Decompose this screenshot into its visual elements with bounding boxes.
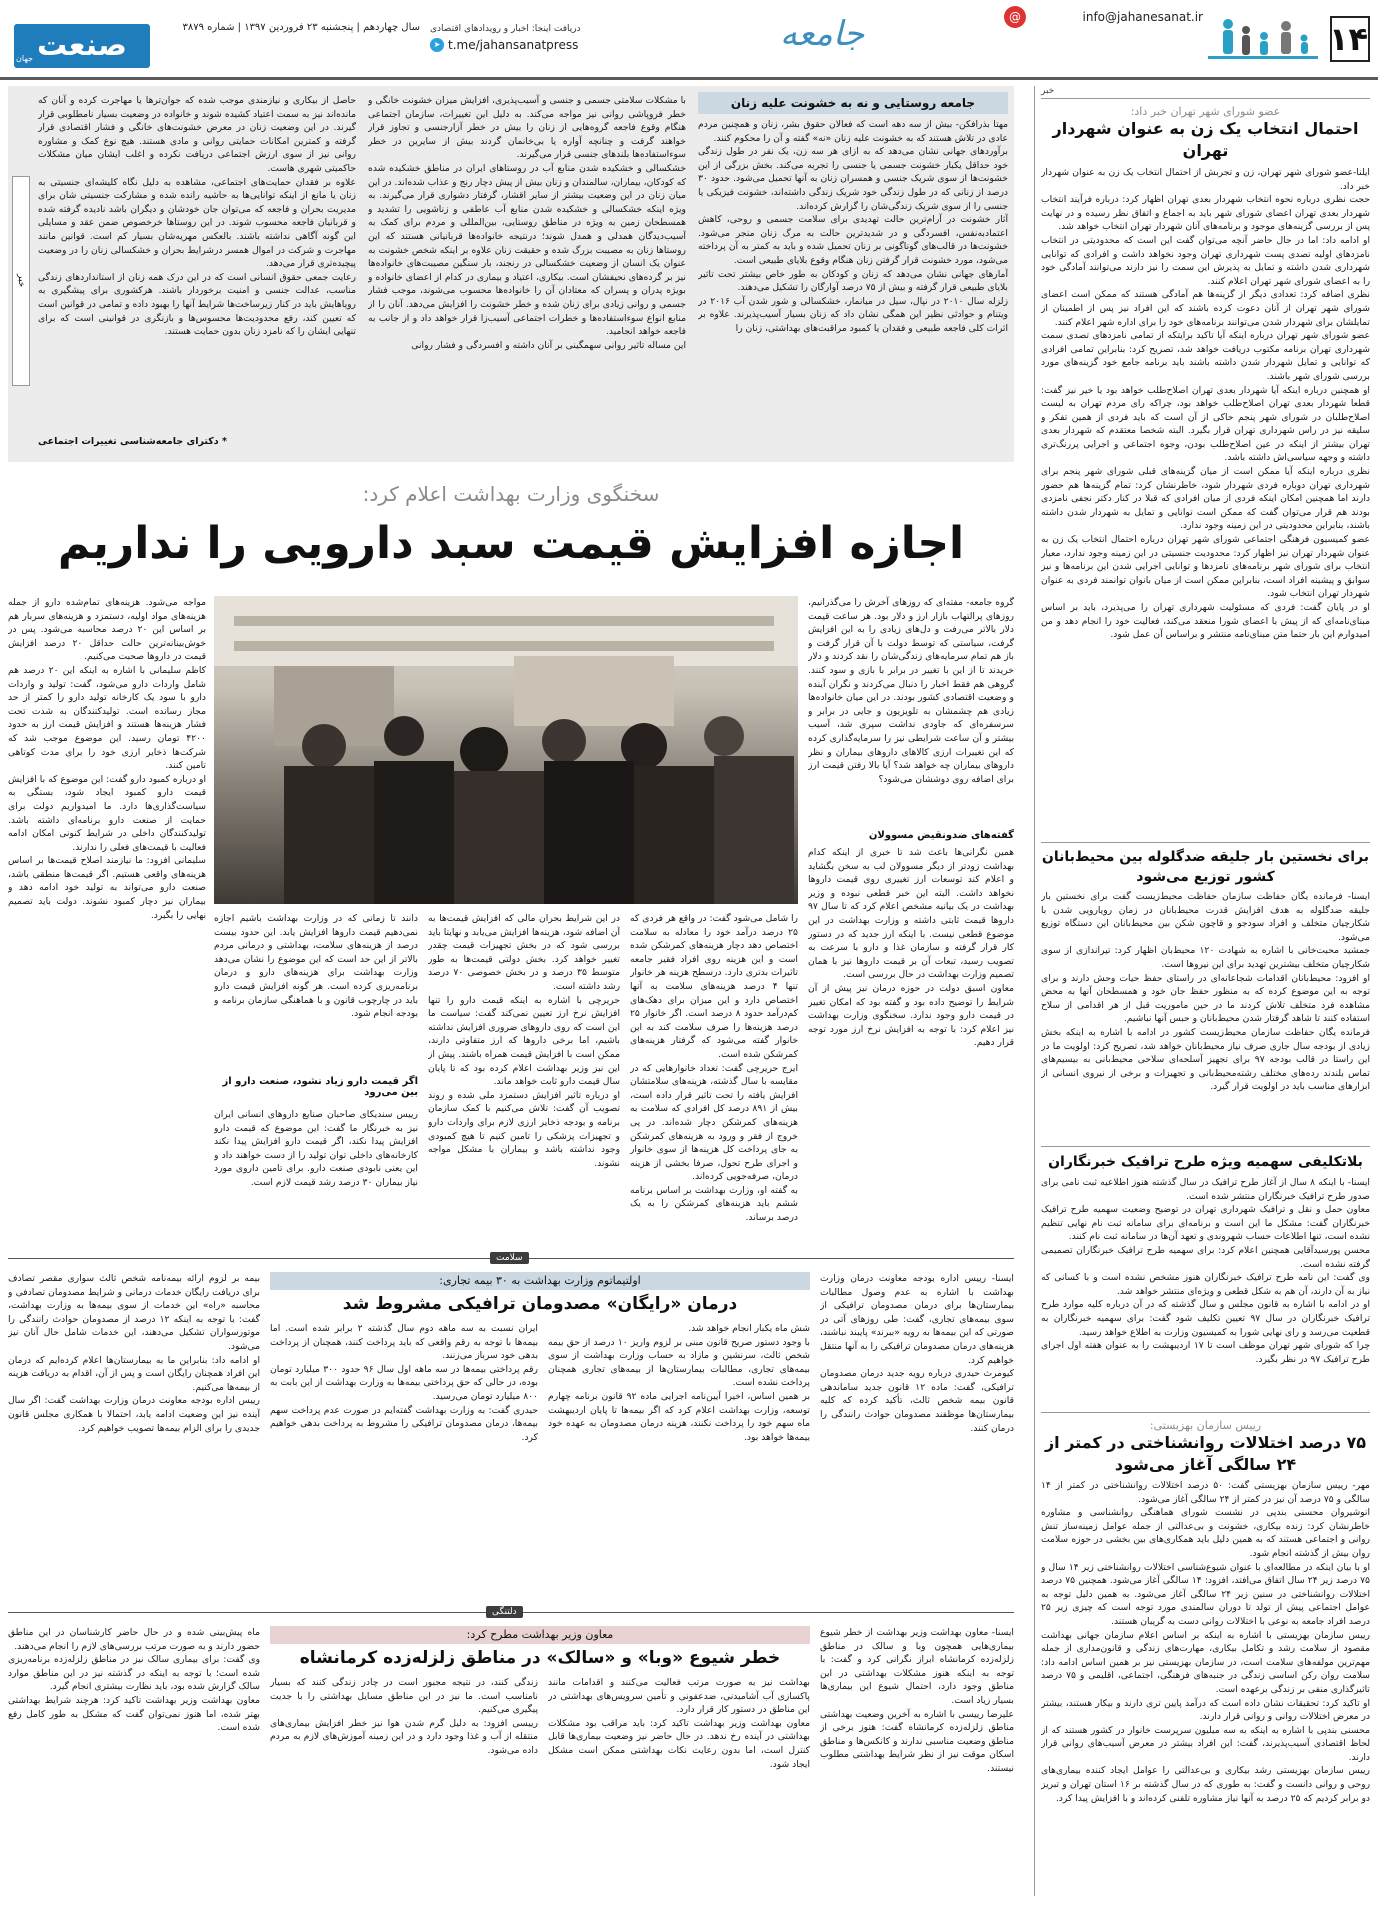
main-col-a: گروه جامعه- مفته‌ای که روزهای آخرش را می‌گذرانیم، روزهای پرالتهاب بازار ارز و دلار بود. هر ساعت قیمت دلار بالاتر می‌رفت و دل‌های زیادی را به این افزایش گرفت، سیاستی که توسط دولت با آن قرار گرفت و باز هم تمام سرمایه‌های زندگی‌شان را نقد کردند و دلار خریدند تا از این با تغییر در برابر با بازی و سود کنند. گروهی هم فقط اخبار را دنبال می‌کردند و نگران آینده و وضعیت اقتصادی کشور بودند. در این میان خانواده‌ها زیادی هم چشمشان به تلویزیون و جایی در برابر و سرسفره‌ای که جاودی نداشت سپری شد، آسیب بیشتر و آن ساعت شرایطی نیز را سرمایه‌گذاری کرده که این تغییرات ارزی کالاهای داروهای بیماران و نظر داروهای بیماران چه خواهد شد؟ آیا بالا رفتن قیمت ارز برای اضافه روی دوششان می‌شود؟ (808, 597, 1014, 785)
issue-info: سال چهاردهم | پنجشنبه ۲۳ فروردین ۱۳۹۷ | شماره ۳۸۷۹ (182, 22, 420, 33)
health-col3: ایران نسبت به سه ماهه دوم سال گذشته ۲ برابر شده است. اما بیمه‌ها با توجه به رقم واقعی که باید پرداخت کنند، همچنان از پرداخت بدهی خود سرباز می‌زنند. رقم پرداختی بیمه‌ها در سه ماهه اول سال ۹۶ حدود ۳۰۰ میلیارد تومان بوده، در حالی که حق پرداختی بیمه‌ها به وزارت بهداشت از این بابت به ۸۰۰ میلیارد تومان می‌رسید. حیدری گفت: به وزارت بهداشت گفته‌ایم در صورت عدم پرداخت سهم بیمه‌ها، درمان مصدومان ترافیکی را مشروط به پرداخت بدهی خواهیم کرد. (270, 1323, 538, 1443)
story1-body: ایلنا-عضو شورای شهر تهران، زن و تجربش از احتمال انتخاب یک زن به عنوان شهردار خبر داد. حجت نظری درباره نحوه انتخاب شهردار بعدی تهران اظهار کرد: درباره فرآیند انتخاب شهردار بعدی تهران اعضای شورای شهر باید به اجماع و اتفاق نظر رسیده و در نهایت پس از بررسی گزینه‌های موجود و برنامه‌های آنان شهردار تهران انتخاب خواهد شد. او ادامه داد: اما در حال حاضر آنچه می‌توان گفت این است که محدودیتی در انتخاب نامزدهای اولیه تصدی پست شهرداری تهران وجود نخواهد داشت و افرادی که توانایی شهرداری شدن داشته و تمایل به پذیرش این سمت را نیز دارند می‌توانند آمادگی خود را به اعضای شورای شهر تهران اعلام کنند. نظری اضافه کرد: تعدادی دیگر از گزینه‌ها هم آمادگی هستند که ممکن است اعضای شورای شهر تهران از آنان دعوت کرده باشند که این افراد نیز پس از اطمینان از تمایلشان برای شهردار شدن می‌توانند برنامه‌های خود را برای اداره شهر اعلام کنند. عضو شورای شهر تهران درباره اینکه آیا تاکید برایتکه از تمامی نامزدهای تصدی سمت شهرداری تهران برنامه مکتوب دریافت خواهد شد، تصریح کرد: بنابراین تمامی افرادی که توانایی و تمایل شهردار شدن داشته باشند باید برنامه جامع خود گزینه‌های مورد بررسی شورای شهر باشند. او همچنین درباره اینکه آیا شهردار بعدی تهران اصلاح‌طلب خواهد بود یا خیر نیز گفت: قطعا شهردار بعدی تهران اصلاح‌طلب خواهد بود، چراکه رای مردم تهران به لیست اصلاح‌طلبان در شورای شهر پنجم حاکی از آن است که باید فردی از همین تفکر و سلیقه نیز در راس شهرداری تهران قرار بگیرد. البته شخصا معتقدم که شهردار بعدی تهران بیشتر از اینکه در عین اصلاح‌طلب بودن، وجوه اجتماعی و اجرایی پررنگ‌تری داشته و وجهه سیاسی‌اش داشته باشد. نظری درباره اینکه آیا ممکن است از میان گزینه‌های قبلی شورای شهر پنجم برای شهرداری تهران دوباره فردی شهردار شود، خاطرنشان کرد: تمام گزینه‌ها هم حضور دارند اما همچنین امکان اینکه فردی از میان افرادی که قبلا در کنار دکتر نجفی نامزدی بودند هم قرار می‌توان گفت که ممکن است توانایی و تمایل به شهردار شدن داشته باشند، بنابراین محدودیتی در این زمینه وجود ندارد. عضو کمیسیون فرهنگی اجتماعی شورای شهر تهران درباره احتمال انتخاب یک زن به عنوان شهردار تهران نیز اظهار کرد: محدودیت جنسیتی در این زمینه وجود ندارد، معیار انتخاب برای شورای شهر برنامه‌های نامزدها و توانایی اجرایی شدن این برنامه‌ها و نیز سوابق و پیشینه افراد است، بنابراین ممکن است از میان بانوان توانمند فردی به عنوان شهردار تهران انتخاب شود. او در پایان گفت: فردی که مسئولیت شهرداری تهران را می‌پذیرد، باید بر اساس مبنای‌نامه‌ای که از پیش با اعضای شورا منعقد می‌کند، فعالیت خود را انجام دهد و من امیدوارم این بار حتما متن مبنای‌نامه منتشر و براساس آن عمل شود. (1041, 167, 1370, 641)
kermanshah-col4: ماه پیش‌بینی شده و در حال حاضر کارشناسان در این مناطق حضور دارند و به صورت مرتب بررسی‌های لازم را انجام می‌دهند. وی گفت: برای بیماری سالک نیز در مناطق زلزله‌زده برنامه‌ریزی شده است؛ با توجه به اینکه در گذشته نیز در این مناطق موارد سالک گزارش شده بود، باید نظارت بیشتری انجام گیرد. معاون بهداشت وزیر بهداشت تاکید کرد: هرچند شرایط بهداشتی بهتر شده، اما هنوز نمی‌توان گفت که مشکل به طور کامل رفع شده است. (8, 1627, 260, 1734)
story2-body: ایسنا- فرمانده یگان حفاظت سازمان حفاظت محیط‌زیست گفت برای نخستین بار جلیقه ضدگلوله به هدف افزایش قدرت محیط‌بانان در زمان رویارویی شدن با شکارچیان متخلف و افراد سودجو و قاچون شکن بین محیط‌بانان این دستگاه توزیع می‌شود. جمشید محبت‌خانی با اشاره به شهادت ۱۲۰ محیط‌بان اظهار کرد: تیراندازی از سوی شکارچیان متخلف بیشترین تهدید برای این نیروها است. او افزود: محیط‌بانان اقدامات شجاعانه‌ای در راستای حفظ حیات وحش دارند و برای توجه به این موضوع کرده که به منظور حفظ جان خود و همسطحان آنها به محض مشاهده فرد متخلف تلاش کردند ما در حین ماموریت قبل از هر اقدامی از سلاح استفاده کنند تا شاهد گرفتار شدن محیط‌بانان و حبس آنها نباشیم. فرمانده یگان حفاظت سازمان محیط‌زیست کشور در ادامه با اشاره به اینکه بخش زیادی از بودجه سال جاری صرف نیاز محیط‌بانان خواهد شد، تصریح کرد: اولویت ما در این راستا در قالب بودجه ۹۷ برای تجهیز آسلحه‌ای سلاحی محیط‌بانی به بیسیم‌های تماس بلندند رده‌های مختلف رشته‌محیط‌بانی و تجهیزات و برخی از نیروی انسانی از ابزارهای مناسب باید در اولویت قرار گیرد. (1041, 891, 1370, 1093)
page-number-box: ۱۴ (1330, 16, 1370, 62)
opinion-header: جامعه روستایی و نه به خشونت علیه زنان (698, 92, 1008, 114)
story3-title: بلاتکلیفی سهمیه ویژه طرح ترافیک خبرنگاران (1048, 1154, 1363, 1170)
kermanshah-kicker: معاون وزیر بهداشت مطرح کرد: (270, 1626, 810, 1644)
right-column-tag: خبر (1041, 86, 1370, 99)
main-col-d2: رییس سندیکای صاحبان صنایع داروهای انسانی ایران نیز به خبرنگار ما گفت: این موضوع که قیمت دارو افزایش پیدا نکند، اگر قیمت دارو افزایش پیدا نکند کارخانه‌های داخلی توان تولید را از دست خواهند داد و این یعنی نابودی صنعت دارو. برای تامین داروی مورد نیاز بیماران ۳۰ درصد رشد قیمت لازم است. (214, 1109, 418, 1188)
site-logo: صنعت جهان (14, 24, 150, 70)
health-kicker: اولتیماتوم وزارت بهداشت به ۳۰ بیمه تجاری: (270, 1272, 810, 1290)
kermanshah-tag: دلتنگی (486, 1606, 523, 1618)
opinion-side-tag: خبر (12, 176, 30, 386)
opinion-col1: مهتا بذرافکن- بیش از سه دهه است که فعالان حقوق بشر، زنان و همچنین مردم عادی در تلاش هستند که به خشونت علیه زنان «نه» گفته و آن را محکوم کنند. برآوردهای جهانی نشان می‌دهد که به ازای هر سه زن، یک نفر در طول زندگی خود حداقل یکبار خشونت جسمی یا جنسی را تجربه می‌کند. بخش بزرگی از این خشونت‌ها از سوی شریک جنسی و همسران زنان به آنها تحمیل می‌شود. حدود ۳۰ درصد از زنانی که در طول زندگی خود شریک زندگی داشته‌اند، خشونت فیزیکی یا جنسی را از سوی شریک زندگی‌شان را گزارش کرده‌اند. آثار خشونت در آرام‌ترین حالت تهدیدی برای سلامت جسمی و روحی، کاهش اعتمادبه‌نفس، افسردگی و در شدیدترین حالت به مرگ زنان منجر می‌شود. خشونت‌ها در قالب‌های گوناگونی بر زنان تحمیل شده و باید به کمتر به آن پرداخته می‌شود، مورد خشونت قرار گرفتن زنان هنگام وقوع بلایای طبیعی است. آمارهای جهانی نشان می‌دهد که زنان و کودکان به طور خاص بیشتر تحت تاثیر بلایای طبیعی قرار گرفته و بیش از ۷۵ درصد آوارگان را تشکیل می‌دهند. زلزله سال ۲۰۱۰ در نپال، سیل در میانمار، خشکسالی و شور شدن آب ۲۰۱۶ در ویتنام و حوادثی نظیر این همگی نشان داد که زنان بسیار آسیب‌پذیرند. علاوه بر اثرات کلی فاجعه طبیعی و فقدان یا کمبود مراقبت‌های بهداشتی، زنان را (698, 119, 1008, 334)
health-tag: سلامت (490, 1252, 529, 1264)
people-icon (1208, 14, 1318, 64)
health-col2: شش ماه یکبار انجام خواهد شد. با وجود دستور صریح قانون مبنی بر لزوم واریز ۱۰ درصد از حق بیمه شخص ثالث، سرنشین و مازاد به حساب وزارت بهداشت از سوی بیمه‌های تجاری، مطالبات بیمارستان‌ها از بیمه‌های تجاری همچنان پرداخت نشده است. بر همین اساس، اخیرا آیین‌نامه اجرایی ماده ۹۲ قانون برنامه چهارم توسعه، وزارت بهداشت اعلام کرد که اگر بیمه‌ها تا پایان اردیبهشت ماه سهم خود را پرداخت نکنند، هزینه درمان مصدومان به عهده خود بیمه‌ها خواهد بود. (548, 1323, 810, 1443)
story3-body: ایسنا- با اینکه ۸ سال از آغاز طرح ترافیک در سال گذشته هنوز اطلاعیه ثبت نامی برای صدور طرح ترافیک خبرنگاران منتشر شده است. معاون حمل و نقل و ترافیک شهرداری تهران در توضیح وضعیت سهمیه طرح ترافیک خبرنگاران گفت: مشکل ما این است و برنامه‌ای برای سامانه ثبت نام نهایی تنظیم نشده است، تنها اطلاعات حساب شهروندی و تعهد آن‌ها در سامانه ثبت نام کنند. محسن پورسیدآقایی همچنین اعلام کرد: برای سهمیه طرح ترافیک خبرنگاران تصمیمی گرفته نشده است. وی گفت: این نامه طرح ترافیک خبرنگاران هنوز مشخص نشده است و با کسانی که نیاز به آن دارند، آن هم به شکل قطعی و ویژه‌ای منتشر خواهد شد. او در ادامه با اشاره به قانون مجلس و سال گذشته که در آن درباره کلیه موارد طرح ترافیک خبرنگاران در سال ۹۷ تعیین تکلیف شود گفت: برای سهمیه خبرنگاران به قطعیت می‌رسد و رای نهایی شورا به کمیسیون وزارت به اطلاع خواهد رسید. چرا که شورای شهر تهران موظف است تا ۱۷ اردیبهشت را به عنوان هفته اول اجرای طرح ترافیک ۹۷ در نظر بگیرد. (1041, 1177, 1370, 1365)
pharmacy-photo (214, 596, 798, 904)
kermanshah-col1: ایسنا- معاون بهداشت وزیر بهداشت از خطر شیوع بیماری‌هایی همچون وبا و سالک در مناطق زلزله‌زده کرمانشاه ابراز نگرانی کرد و گفت: با توجه به اینکه هنوز مشکلات بهداشتی در این مناطق وجود دارد، احتمال شیوع این بیماری‌ها بسیار زیاد است. علیرضا رییسی با اشاره به آخرین وضعیت بهداشتی مناطق زلزله‌زده کرمانشاه گفت: هنوز برخی از مناطق وضعیت مناسبی ندارند و کانکس‌ها و مناطق اسکان موقت نیز از نظر شرایط بهداشتی مطلوب نیستند. (820, 1627, 1014, 1774)
main-col-c: در این شرایط بحران مالی که افزایش قیمت‌ها به آن اضافه شود، هزینه‌ها افزایش می‌یابد و نهایتا باید بررسی شود که در بخش تجهیزات قیمت چقدر تغییر خواهد کرد. بخش دولتی قیمت‌ها به طور متوسط ۳۵ درصد و در بخش خصوصی ۷۰ درصد رشد داشته است. حریرچی با اشاره به اینکه قیمت دارو را تنها افزایش نرخ ارز تعیین نمی‌کند گفت: سیاست ما این است که روی داروهای ضروری افزایش نداشته باشیم، اما برخی داروها که ارز متفاوتی دارند، ممکن است با افزایش قیمت همراه باشند. پیش از این نیز وزیر بهداشت اعلام کرده بود که تا پایان سال قیمت دارو ثابت خواهد ماند. او درباره تاثیر افزایش دستمزد ملی شده و روند تصویب آن گفت: تلاش می‌کنیم با کمک سازمان برنامه و بودجه ذخایر ارزی لازم برای واردات دارو و تجهیزات پزشکی را تامین کنیم تا هیچ کمبودی وجود نداشته باشد و بیماران با مشکل مواجه نشوند. (428, 913, 620, 1169)
main-subhead-a: گفته‌های ضدونقیض مسوولان (868, 830, 1014, 841)
opinion-col3: حاصل از بیکاری و نیازمندی موجب شده که جوان‌ترها یا مهاجرت کرده و آنان که مانده‌اند نیز به سمت اعتیاد کشیده شوند و خانواده در وضعیت بسیار نامطلوبی قرار گیرند. در این وضعیت زنان در معرض خشونت‌های خانگی و فشار اقتصادی قرار گرفته و کمترین امکانات حمایتی روانی و مادی هستند. هیچ نوع کمک و مشاوره روانی نیز از سوی ارزش اجتماعی دریافت نکرده و اغلب ایشان میان مشکلات حاکمیتی شهری هاست. علاوه بر فقدان حمایت‌های اجتماعی، مشاهده به دلیل نگاه کلیشه‌ای جنسیتی به زنان یا مانع از اینکه توانایی‌ها به حاشیه رانده شده و مشارکت جنسیتی شان برای مدیریت بحران و فاجعه که می‌توان جان خودشان و دیگران باشد نادیده گرفته شده و قربانیان فاجعه محسوب شوند. در این روستاها خرخصوص ضمن عقد و مسایلی این گونه آگاهی نداشته باشند. بالعکس مهریه‌شان بسیار کم است. قوانین مانند مهاجرت و شرکت در اموال همسر درشرایط بحران و خشکسالی زنان را در وضعیت پیچیده‌تری قرار می‌دهد. رعایت جمعی حقوق انسانی است که در این درک همه زنان از استانداردهای زندگی مناسب، عدالت جنسی و امنیت برخوردار باشند. هرکشوری برای پیشگیری به رویاهایش باید در کنار زیرساخت‌ها شرایط آنها را بهبود داده و تمامی در قوانین است که تعیین کند، رفع محدودیت‌ها محسوس‌ها و بازنگری در قوانینی است که برای تنهایی ایشان را که نامزد زنان بدون حمایت هستند. (38, 95, 356, 338)
email-icon: @ (1004, 6, 1026, 28)
kermanshah-col2: بهداشت نیز به صورت مرتب فعالیت می‌کنند و اقدامات مانند پاکسازی آب آشامیدنی، ضدعفونی و تأمین سرویس‌های بهداشتی در این مناطق در دستور کار قرار دارد. معاون بهداشت وزیر بهداشت تاکید کرد: باید مراقب بود مشکلات بهداشتی در آینده رخ ندهد. در حال حاضر نیز وضعیت بیماری‌ها قابل کنترل است، اما بدون رعایت نکات بهداشتی ممکن است مشکل ایجاد شود. (548, 1677, 810, 1770)
story1-kicker: عضو شورای شهر تهران خبر داد: (1130, 105, 1281, 118)
section-name: جامعه (780, 14, 865, 54)
masthead (0, 0, 1378, 80)
telegram-caption: دریافت اینجا: اخبار و رویدادهای اقتصادی (430, 24, 581, 34)
story1-title: احتمال انتخاب یک زن به عنوان شهردار تهران (1052, 119, 1359, 160)
story4-body: مهر- رییس سازمان بهزیستی گفت: ۵۰ درصد اختلالات روانشناختی در کمتر از ۱۴ سالگی و ۷۵ درصد آن نیز در کمتر از ۲۴ سالگی آغاز می‌شود. انوشیروان محسنی بندپی در نشست شورای هماهنگی روانشناسی و مشاوره خاطرنشان کرد: زنده بیکاری، خشونت و بی‌عدالتی از جمله عوامل زمینه‌ساز تنش روانی و اجتماعی هستند که به همین دلیل باید همکاری‌های بین بخشی در حوزه سلامت روان بیش از گذشته انجام شود. او با بیان اینکه در مطالعه‌ای با عنوان شیوع‌شناسی اختلالات روانشناختی زیر ۱۴ سال و ۷۵ درصد زیر ۲۴ سال اتفاق می‌افتد، افزود: ۱۴ سالگی آغاز می‌شود. همچنین ۷۵ درصد اختلالات روانشناختی در سنین زیر ۲۴ سالگی آغاز می‌شود. به همین دلیل توجه به عوامل اجتماعی پیش از تولد تا دوران سالمندی مورد توجه است که چیزی زیر ۲۵ درصد افراد جامعه به نوعی با اختلالات روانی دست به گریبان هستند. رییس سازمان بهزیستی با اشاره به اینکه بر اساس اعلام سازمان جهانی بهداشت مقصود از سلامت رشد و تکامل بیکاری، مهارت‌های زندگی و قانون‌مداری از جمله مهم‌ترین مولفه‌های سلامت است، در سازمان بهزیستی نیز بر همین اساس ادامه داد: سلامت روان رکن اساسی زندگی در جنبه‌های فرهنگی، اجتماعی، اقلیمی و ۷۵ درصد تاثیرگذاری منفی بر زندگی برعهده است. او تاکید کرد: تحقیقات نشان داده است که درآمد پایین تری دارند و بیکار هستند، بیشتر در معرض اختلالات روانی و روانی قرار دارند. محسنی بندپی با اشاره به اینکه به سه میلیون سرپرست خانوار در کشور هستند که از لحاظ اقتصادی آسیب‌پذیرند، گفت: این افراد بیشتر در معرض آسیب‌های روانی قرار دارند. رییس سازمان بهزیستی رشد بیکاری و بی‌عدالتی را عوامل ایجاد کننده بیماری‌های روحی و روانی دانست و گفت: به طوری که در سال گذشته بر ۱۶ استان تهران و تبریز دو برابر کردیم که ۲۵ درصد به آنها نیاز مشاوره تلفنی کرده‌اند و با افزایش پیدا کرد. (1041, 1480, 1370, 1804)
kermanshah-col3: زندگی کنند، در نتیجه مجبور است در چادر زندگی کنند که بسیار نامناسب است. ما نیز در این مناطق مسایل بهداشتی را با جدیت پیگیری می‌کنیم. رییسی افزود: به دلیل گرم شدن هوا نیز خطر افزایش بیماری‌های منتقله از آب و غذا وجود دارد و در این زمینه آموزش‌های لازم به مردم داده می‌شود. (270, 1677, 538, 1756)
right-column (1034, 86, 1370, 1896)
opinion-block (8, 86, 1014, 462)
email-address[interactable]: info@jahanesanat.ir (1082, 10, 1203, 24)
kermanshah-title: خطر شیوع «وبا» و «سالک» در مناطق زلزله‌زده کرمانشاه (299, 1648, 781, 1668)
health-title: درمان «رایگان» مصدومان ترافیکی مشروط شد (342, 1294, 738, 1314)
story4-title: ۷۵ درصد اختلالات روانشناختی در کمتر از ۲۴ سالگی آغاز می‌شود (1044, 1433, 1367, 1474)
opinion-col2: با مشکلات سلامتی جسمی و جنسی و آسیب‌پذیری، افزایش میزان خشونت خانگی و خطر فروپاشی روانی نیز مواجه می‌کند. به دلیل این تغییرات، سازمان اجتماعی هنگام وقوع فاجعه گروه‌هایی از زنان را بیش در خطر آزارجنسی و تجاوز قرار خواهند گرفت و چنانچه آواره یا بی‌خانمان گردند بیش از سایرین در خطر سوءاستفاده‌ها بلندهای جنسی قرار می‌گیرند. خشکسالی و خشکیده شدن منابع آب در روستاهای ایران در مناطق خشکیده شده که کودکان، بیماران، سالمندان و زنان بیش از پیش دچار رنج و عذاب شده‌اند. در این میان زنان در این وضعیت بیشتر از سایر اقشار، گرفتار دشواری قرار می‌گیرند. به ویژه اینکه خشکسالی و خشکیده شدن منابع آب عاطفی و زناشویی را تشدید و همسطحان زمین به ویژه در مناطق روستایی، بین‌المللی و مردم برای کمک به آسیب‌دیدگان همدلی و همدل شوند؛ درنتیجه خانواده‌ها قربانیانی هستند که این روستاها زنان به مصیبت بزرگ شده و حقیقت زنان علاوه بر اینکه شخص خشونت به عنوان یک انسان از وضعیت خشکسالی در رنجند، بار سنگین مصیبت‌های خانواده‌ها نیز بر گرده‌های نحیفشان است. بیکاری، اعتیاد و بیماری در کدام از اعضای خانواده و بویژه پدران و پسران که معتادان آن را خانواده‌ها محسوب می‌شوند، موجب فشار جسمی و روانی زیادی برای زنان شده و خطر خشونت را افزایش می‌دهد. آنان را از منابع انواع سوءاستفاده‌ها و خطرات اجتماعی آسیب‌زا قرار خواهد داد و از جانب به فاجعه خواهد انجامید. این مساله تاثیر روانی سهمگینی بر آنان داشته و افسردگی و فشار روانی (368, 95, 686, 351)
main-col-b: را شامل می‌شود گفت: در واقع هر فردی که ۲۵ درصد درآمد خود را معادله به سلامت اختصاص دهد دچار هزینه‌های کمرشکن شده است و این هزینه روی افراد فقیر جامعه تاثیرات بدتری دارد. درسطح هزینه هر خانوار تنها ۴ درصد هزینه‌های سلامت به آنها اختصاص دارد و این میزان برای دهک‌های کم‌درآمد حدود ۸ درصد است. اگر خانوار ۲۵ درصد هزینه‌ها را صرف سلامت کند به این خانوار گفته می‌شود که گرفتار هزینه‌های کمرشکن شده است. ایرج حریرچی گفت: تعداد خانوارهایی که در مقایسه با سال گذشته، هزینه‌های سلامتشان افزایش یافته را تحت تاثیر قرار داده است، بیش از ۸۹۱ درصد کل افرادی که سلامت به هزینه‌های کمرشکن دچار شده‌اند. در پی خروج از فقر و ورود به هزینه‌های کمرشکن به جای پرداخت کل هزینه‌ها از سوی خانوار و اجرای طرح تحول، صرفا بخشی از هزینه درمان، صرفه‌جویی کرده‌اند. به گفته او، وزارت بهداشت بر اساس برنامه ششم باید هزینه‌های کمرشکن را به یک درصد برساند. (630, 913, 798, 1224)
opinion-signature: * دکترای جامعه‌شناسی تغییرات اجتماعی (38, 436, 227, 447)
telegram-link[interactable]: t.me/jahansanatpress (448, 38, 579, 52)
main-subhead-d: اگر قیمت دارو زیاد نشود، صنعت دارو از بین می‌رود (222, 1076, 418, 1098)
health-col4: بیمه بر لزوم ارائه بیمه‌نامه شخص ثالث سواری مقصر تصادف برای دریافت رایگان خدمات درمانی و شرایط مصدومان تصادفی و محاسبه «راه» این خدمات از سوی بیمه‌ها به وزارت بهداشت، گفت: با توجه به اینکه ۱۲ درصد از مصدومان حوادث رانندگی را موتورسواران تشکیل می‌دهند، این خدمات شامل حال آنان نیز می‌شود. او ادامه داد: بنابراین ما به بیمارستان‌ها اعلام کرده‌ایم که درمان این افراد همچنان رایگان است و پس از آن، اقدام به دریافت هزینه از بیمه‌ها می‌کنیم. رییس اداره بودجه معاونت درمان وزارت بهداشت گفت: اگر سال آینده نیز این وضعیت ادامه یابد، احتمالا با همکاری مجلس قانون جدیدی را برای الزام بیمه‌ها تصویب خواهیم کرد. (8, 1273, 260, 1434)
main-kicker: سخنگوی وزارت بهداشت اعلام کرد: (362, 482, 660, 506)
main-col-d: دانند تا زمانی که در وزارت بهداشت باشیم اجازه نمی‌دهیم قیمت داروها افزایش یابد. این حدود بیست درصد از هزینه‌های سلامت، بهداشتی و درمانی مردم بالاتر از این حد است که این موضوع را نشان می‌دهد وزارت بهداشت برای هزینه‌های دارو و درمان برنامه‌ریزی کرده است. هر گونه افزایش قیمت دارو باید در چارچوب قانون و با هماهنگی سازمان برنامه و بودجه انجام شود. (214, 913, 418, 1020)
main-title: اجازه افزایش قیمت سبد دارویی را نداریم (57, 518, 965, 569)
story4-kicker: رییس سازمان بهزیستی: (1149, 1419, 1262, 1432)
main-col-a2: همین نگرانی‌ها باعث شد تا خبری از اینکه کدام بهداشت زودتر از دیگر مسوولان لب به سخن بگشاید و اعلام کند توسعات ارز تغییری روی قیمت داروها نخواهد داشت. البته این خبر قطعی نبوده و وزیر بهداشت در یک بیانیه مشخص اعلام کرد که تا سال ۹۷ داروها قیمت ثابتی داشته و وزارت بهداشت در این موضوع قطعی نیست. با اینکه ارز جدید که در دستور کار قرار گرفته و سازمان غذا و دارو با سرعت به تصویب رسید، تبعات آن بر قیمت داروها نیز با همان تصمیم وزارت بهداشت در حال بررسی است. معاون اسبق دولت در حوزه درمان نیز پیش از آن شرایط را توضیح داده بود و گفته بود که امکان تغییر در قیمت دارو وجود ندارد. سخنگوی وزارت بهداشت نیز اعلام کرد: با توجه به افزایش نرخ ارز مورد توجه قرار دهیم. (808, 847, 1014, 1049)
health-col1: ایسنا- رییس اداره بودجه معاونت درمان وزارت بهداشت با اشاره به عدم وصول مطالبات بیمارستان‌ها برای درمان مصدومان ترافیکی از سوی بیمه‌های تجاری، گفت: طی روزهای آتی در صورتی که این بیمه‌ها به رویه «ببرند» پایبند نباشند، هزینه‌های درمان مصدومان ترافیکی را به آنها منتقل خواهیم کرد. کیومرث حیدری درباره رویه جدید درمان مصدومان ترافیکی، گفت: ماده ۱۲ قانون جدید ساماندهی قانون بیمه شخص ثالث، تأکید کرده که کلیه بیمارستان‌ها موظفند مصدومان حوادث رانندگی را درمان کنند. (820, 1273, 1014, 1434)
story2-title: برای نخستین بار جلیقه ضدگلوله بین محیط‌بانان کشور توزیع می‌شود (1041, 849, 1370, 885)
telegram-icon: ➤ (430, 38, 444, 52)
main-col-e: مواجه می‌شود. هزینه‌های تمام‌شده دارو از جمله هزینه‌های مواد اولیه، دستمزد و هزینه‌های سربار هم بر اساس این ۲۰ درصد محاسبه می‌شود. پس در خوش‌بینانه‌ترین حالت حداقل ۲۰ درصد افزایش قیمت در داروها صحبت می‌کنیم. کاظم سلیمانی با اشاره به اینکه این ۲۰ درصد هم شامل واردات دارو می‌شود، گفت: تولید و واردات دارو با سود یک کارخانه تولید دارو را کمتر از حد مجاز رسانده است. تولیدکنندگان به شدت تحت فشار هزینه‌ها هستند و افزایش قیمت ارز به حدود ۴۲۰۰ تومان رسید. این موضوع موجب شد که شرکت‌ها ذخایر ارزی خود را برای مدت کوتاهی تامین کنند. او درباره کمبود دارو گفت: این موضوع که با افزایش قیمت دارو کمبود ایجاد شود، بستگی به سیاست‌گذاری‌ها دارد. ما امیدواریم دولت برای حمایت از صنعت دارو برنامه‌ای داشته باشد. تولیدکنندگان داخلی در شرایط کنونی امکان ادامه فعالیت با قیمت‌های فعلی را ندارند. سلیمانی افزود: ما نیازمند اصلاح قیمت‌ها بر اساس هزینه‌های واقعی هستیم. اگر قیمت‌ها منطقی باشد، صنعت دارو می‌تواند به تولید خود ادامه دهد و بیماران نیز دچار کمبود نشوند. دولت باید تصمیم نهایی را بگیرد. (8, 597, 206, 921)
